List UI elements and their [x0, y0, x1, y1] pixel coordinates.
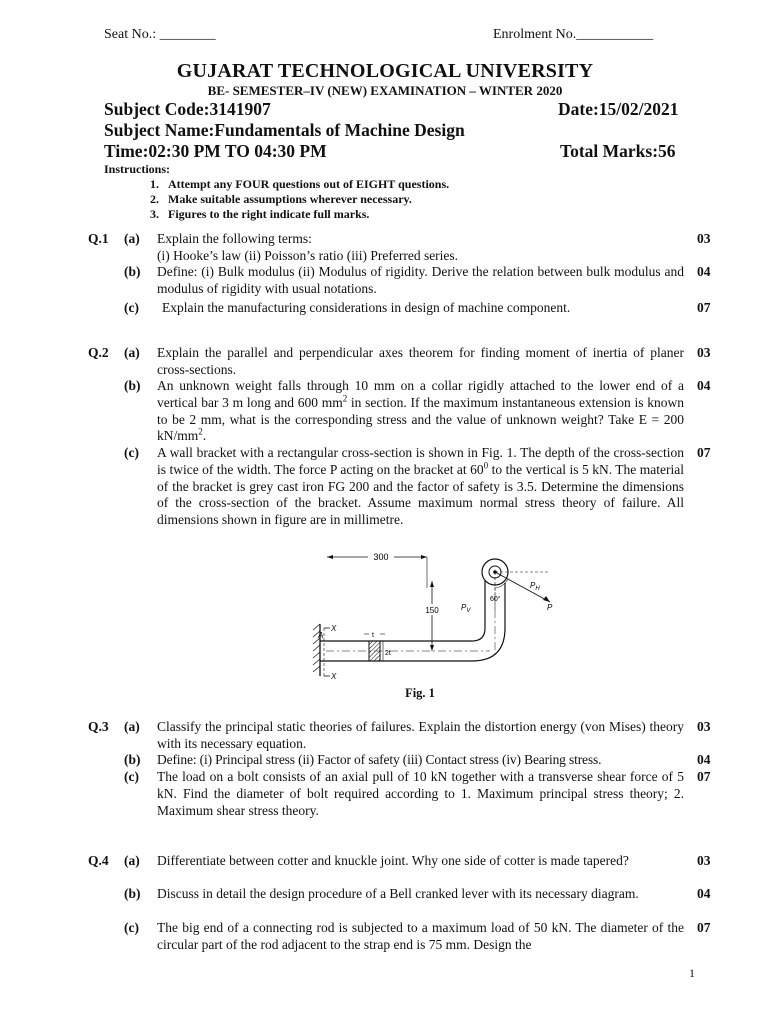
question-text: Differentiate between cotter and knuckle joint. Why one side of cotter is made tapered? — [157, 853, 629, 868]
question-text — [157, 231, 684, 265]
question-text: Explain the parallel and perpendicular axes theorem for finding moment of inertia of planer cross-sections. — [157, 345, 684, 377]
arrow-head-icon — [430, 645, 434, 651]
force-pv-label: $P_V$ — [461, 603, 471, 614]
exam-title: BE- SEMESTER–IV (NEW) EXAMINATION – WINTER 2020 — [207, 83, 563, 98]
sub-question-label: (b) — [124, 886, 141, 901]
question-number: Q.4 — [88, 853, 109, 868]
question-marks: 07 — [697, 920, 711, 935]
dimension-150-label: 150 — [425, 606, 439, 615]
enrolment-number-field: Enrolment No.___________ — [493, 27, 654, 42]
section-x-bottom-label: X — [331, 672, 337, 681]
question-marks: 04 — [697, 886, 711, 901]
point-a-label: A — [318, 631, 324, 640]
bracket-arm-bottom — [320, 583, 505, 661]
instruction-item — [150, 177, 449, 192]
question-text: The big end of a connecting rod is subjected to a maximum load of 50 kN. The diameter of the circular part of the rod adjacent to the strap end is 75 mm. Design the — [157, 920, 684, 952]
instruction-text: Figures to the right indicate full marks. — [168, 207, 370, 221]
question-text: The load on a bolt consists of an axial pull of 10 kN together with a transverse shear force of 5 kN. Find the diameter of bolt required according to 1. Maximum principal stress theory; 2. Maximum shear stress theory. — [157, 769, 684, 818]
angle-60-label: 60° — [490, 596, 501, 603]
exam-time: Time:02:30 PM TO 04:30 PM — [104, 141, 327, 161]
question-line: (i) Hooke’s law (ii) Poisson’s ratio (iii) Preferred series. — [157, 247, 459, 263]
university-title: GUJARAT TECHNOLOGICAL UNIVERSITY — [176, 60, 594, 82]
sub-question-label: (a) — [124, 231, 140, 246]
question-text: An unknown weight falls through 10 mm on a collar rigidly attached to the lower end of a vertical bar 3 m long and 600 $mm^2$ in section. If the maximum instantaneous extension is known to be 2 mm, what is the corresponding stress and the value of unknown weight? Take E = 200 $kN/mm^2$. — [157, 378, 684, 444]
question-marks: 03 — [697, 345, 711, 360]
sub-question-label: (a) — [124, 345, 140, 360]
subject-code: Subject Code:3141907 — [104, 99, 271, 119]
arrow-head-icon — [421, 555, 427, 559]
question-text: Explain the manufacturing considerations in design of machine component. — [162, 300, 571, 315]
arrow-head-icon — [327, 555, 333, 559]
sub-question-label: (a) — [124, 853, 140, 868]
sub-question-label: (b) — [124, 264, 141, 279]
question-text: A wall bracket with a rectangular cross-section is shown in Fig. 1. The depth of the cross-section is twice of the width. The force P acting on the bracket at $60^0$ to the vertical is 5 kN. The material of the bracket is grey cast iron FG 200 and the factor of safety is 3.5. Determine the dimensions of the cross-section of the bracket. Assume maximum normal stress theory of failure. All dimensions shown in figure are in millimetre. — [157, 445, 684, 528]
question-marks: 03 — [697, 719, 711, 734]
wall-bracket-figure — [300, 548, 560, 684]
question-text: Define: (i) Bulk modulus (ii) Modulus of rigidity. Derive the relation between bulk modulus and modulus of rigidity with usual notations. — [157, 264, 684, 296]
depth-2t-label: 2t — [385, 650, 391, 657]
instruction-num: 2. — [150, 192, 159, 206]
figure-caption: Fig. 1 — [405, 686, 435, 700]
seat-number-field: Seat No.: ________ — [104, 27, 216, 42]
sub-question-label: (b) — [124, 752, 141, 767]
instruction-item — [150, 207, 369, 222]
instruction-text: Attempt any FOUR questions out of EIGHT questions. — [168, 177, 450, 191]
page-number: 1 — [689, 966, 695, 980]
question-line: Explain the following terms: — [157, 231, 312, 246]
sub-question-label: (c) — [124, 920, 139, 935]
force-ph-label: $P_H$ — [530, 581, 540, 592]
arrow-head-icon — [430, 581, 434, 587]
sub-question-label: (c) — [124, 445, 139, 460]
dimension-300-label: 300 — [373, 552, 389, 562]
cross-section-rect — [369, 641, 380, 661]
force-p-line — [495, 572, 550, 602]
instruction-item — [150, 192, 412, 207]
question-marks: 03 — [697, 853, 711, 868]
total-marks: Total Marks:56 — [560, 141, 676, 161]
exam-date: Date:15/02/2021 — [558, 99, 679, 119]
question-marks: 04 — [697, 378, 711, 393]
section-x-top-label: X — [331, 624, 337, 633]
question-marks: 07 — [697, 769, 711, 784]
instruction-num: 3. — [150, 207, 159, 221]
sub-question-label: (c) — [124, 769, 139, 784]
question-marks: 07 — [697, 300, 711, 315]
sub-question-label: (b) — [124, 378, 141, 393]
question-text: Discuss in detail the design procedure of a Bell cranked lever with its necessary diagram. — [157, 886, 639, 901]
question-number: Q.3 — [88, 719, 109, 734]
instruction-num: 1. — [150, 177, 159, 191]
instruction-text: Make suitable assumptions wherever necessary. — [168, 192, 412, 206]
instructions-title: Instructions: — [104, 162, 171, 176]
question-marks: 07 — [697, 445, 711, 460]
question-number: Q.1 — [88, 231, 109, 246]
question-text: Define: (i) Principal stress (ii) Factor of safety (iii) Contact stress (iv) Bearing stress. — [157, 752, 602, 767]
subject-name: Subject Name:Fundamentals of Machine Design — [104, 120, 465, 140]
question-number: Q.2 — [88, 345, 109, 360]
question-text: Classify the principal static theories of failures. Explain the distortion energy (von Mises) theory with its necessary equation. — [157, 719, 684, 751]
question-marks: 04 — [697, 752, 711, 767]
sub-question-label: (c) — [124, 300, 139, 315]
question-marks: 04 — [697, 264, 711, 279]
force-p-label: P — [547, 603, 553, 612]
sub-question-label: (a) — [124, 719, 140, 734]
arrow-head-icon — [543, 596, 550, 602]
width-t-label: t — [372, 632, 374, 639]
question-marks: 03 — [697, 231, 711, 246]
